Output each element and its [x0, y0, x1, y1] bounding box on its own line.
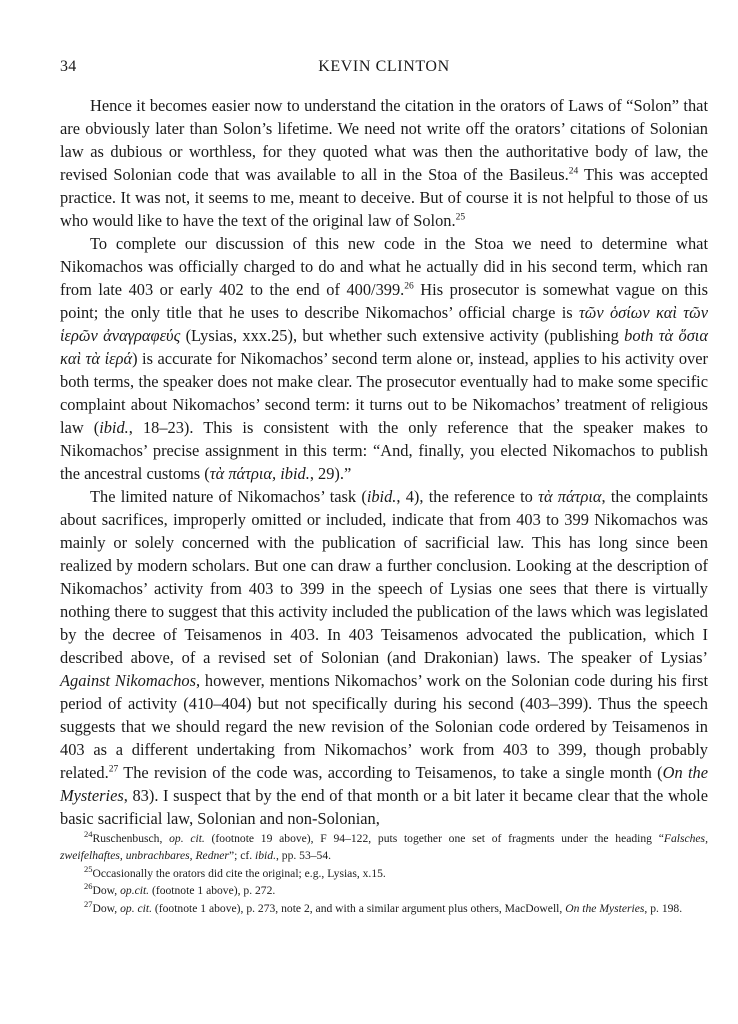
page-header	[60, 58, 708, 80]
footnote-number: 27	[84, 898, 93, 909]
footnote-reference: 24	[568, 166, 579, 177]
text-run: To complete our discussion of this new code in the Stoa we need to determine what Nikomachos was officially charged to do and what he actually did in his second term, which ran from late 403 or early 402 to the end of 400/399.	[60, 234, 708, 299]
text-run: (footnote 1 above), p. 272.	[149, 884, 276, 898]
footnote-number: 24	[84, 829, 93, 840]
text-run: , pp. 53–54.	[275, 849, 332, 863]
text-run: , 4), the reference to	[396, 487, 539, 506]
italic-text: op. cit.	[169, 832, 205, 845]
text-run: (footnote 19 above), F 94–122, puts together one set of fragments under the heading “	[204, 832, 664, 845]
text-run: , 83). I suspect that by the end of that month or a bit later it became clear that the whole basic sacrificial law, Solonian and non-Solonian,	[60, 786, 708, 828]
footnote-number: 25	[84, 863, 93, 874]
main-text	[60, 94, 708, 830]
italic-text: τὰ πάτρια	[538, 487, 602, 506]
text-run: (footnote 1 above), p. 273, note 2, and with a similar argument plus others, MacDowell,	[151, 901, 566, 915]
text-run: Hence it becomes easier now to understand the citation in the orators of Laws of “Solon” that are obviously later than Solon’s lifetime. We need not write off the orators’ citations of Solonian law as dubious or worthless, for they quoted what was then the authoritative body of law, the revised Solonian code that was available to all in the Stoa of the Basileus.	[60, 96, 708, 184]
text-run: ”; cf.	[228, 849, 256, 863]
italic-text: τὰ ὅσια καὶ τὰ ἱερά	[60, 326, 708, 368]
italic-text: op.cit.	[120, 884, 150, 898]
text-run: , 18–23). This is consistent with the only reference that the speaker makes to Nikomachos’ precise assignment in this term: “And, finally, you elected Nikomachos to publish the ancestral customs (	[60, 418, 708, 483]
italic-text: ibid.	[99, 418, 129, 437]
text-run: ) is accurate for Nikomachos’ second term alone or, instead, applies to his activity over both terms, the speaker does not make clear. The prosecutor eventually had to make some specific complaint about Nikomachos’ second term: it turns out to be Nikomachos’ treatment of religious law (	[60, 349, 708, 437]
italic-text: On the Mysteries	[565, 901, 645, 915]
running-head: KEVIN CLINTON	[318, 58, 450, 75]
italic-text: Falsches, zweifelhaftes, unbrachbares, Redner	[60, 832, 708, 863]
text-run: The revision of the code was, according to Teisamenos, to take a single month (	[118, 763, 663, 782]
paragraph	[60, 232, 708, 485]
text-run: The limited nature of Nikomachos’ task (	[90, 487, 367, 506]
footnote	[60, 900, 708, 917]
text-run: His prosecutor is somewhat vague on this point; the only title that he uses to describe Nikomachos’ official charge is	[60, 280, 709, 322]
footnotes	[60, 830, 708, 917]
text-run: Dow,	[92, 901, 121, 915]
italic-text: Against Nikomachos	[60, 671, 196, 690]
italic-text: τὰ πάτρια, ibid.	[209, 464, 310, 483]
footnote	[60, 830, 708, 865]
text-run: , however, mentions Nikomachos’ work on the Solonian code during his first period of activity (410–404) but not specifically during his second (403–399). Thus the speech suggests that we should regard the new revision of the Solonian code ordered by Teisamenos in 403 as a different undertaking from Nikomachos’ work from 403 to 399, though probably related.	[60, 671, 709, 782]
footnote-reference: 27	[108, 764, 119, 775]
footnote	[60, 882, 708, 899]
paragraph	[60, 485, 708, 830]
italic-text: τῶν ὁσίων καὶ τῶν ἱερῶν ἀναγραφεύς	[60, 303, 708, 345]
italic-text: On the Mysteries	[60, 763, 709, 805]
italic-text: op. cit.	[120, 901, 152, 915]
text-run: Ruschenbusch,	[92, 832, 170, 845]
text-run: Dow,	[92, 884, 121, 898]
text-run: Occasionally the orators did cite the original; e.g., Lysias, x.15.	[92, 866, 386, 880]
italic-text: both	[624, 326, 654, 345]
italic-text: ibid.	[366, 487, 397, 506]
text-run: (Lysias, xxx.25), but whether such extensive activity (publishing	[180, 326, 625, 345]
text-run: , the complaints about sacrifices, improperly omitted or included, indicate that from 403 to 399 Nikomachos was mainly or solely concerned with the publication of sacrificial law. This has long since been realized by modern scholars. But one can draw a further conclusion. Looking at the description of Nikomachos’ activity from 403 to 399 in the speech of Lysias one sees that there is virtually nothing there to suggest that this activity included the publication of the laws which was legislated by the decree of Teisamenos in 403. In 403 Teisamenos advocated the publication, which I described above, of a revised set of Solonian (and Drakonian) laws. The speaker of Lysias’	[60, 487, 709, 667]
page-number: 34	[60, 58, 77, 75]
text-run: This was accepted practice. It was not, it seems to me, meant to deceive. But of course it is not helpful to those of us who would like to have the text of the original law of Solon.	[60, 165, 709, 230]
footnote-reference: 25	[455, 212, 466, 223]
italic-text: ibid.	[255, 849, 276, 863]
text-run: , 29).”	[309, 464, 352, 483]
footnote-reference: 26	[404, 281, 414, 292]
text-run: , p. 198.	[644, 901, 683, 915]
footnote-number: 26	[84, 881, 93, 892]
paragraph	[60, 94, 708, 232]
footnote	[60, 865, 708, 882]
